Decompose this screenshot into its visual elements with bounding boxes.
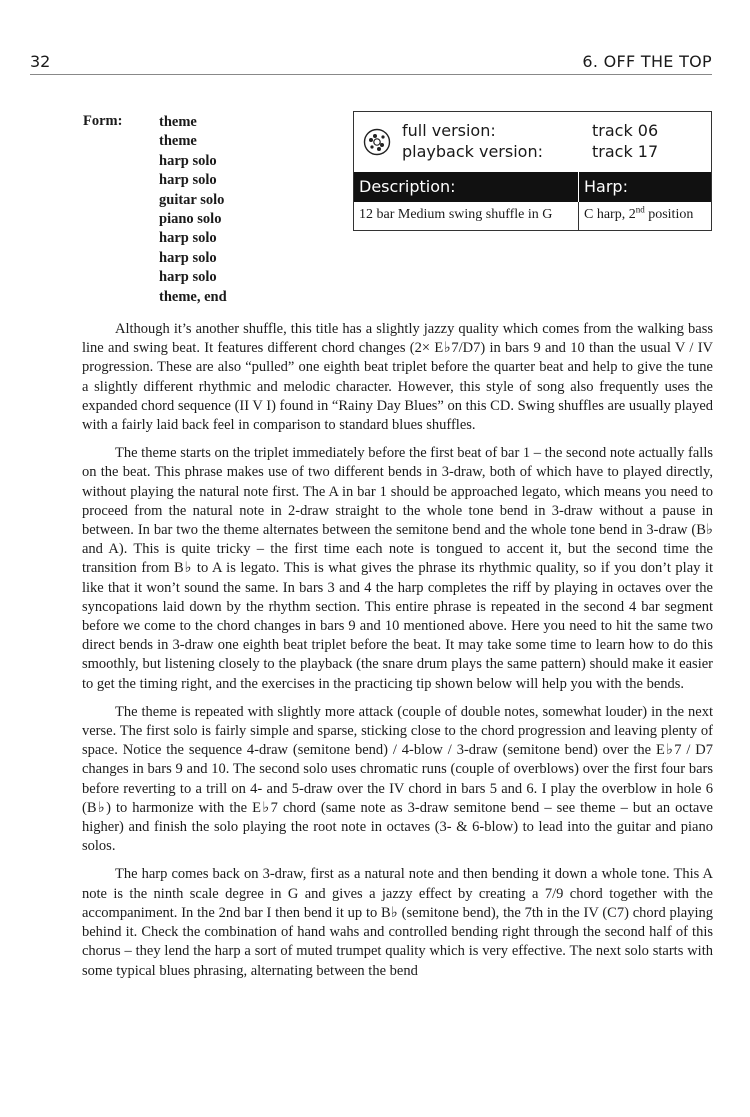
full-version-track: track 06: [592, 121, 659, 140]
track-info-box: [353, 111, 712, 231]
form-label: Form:: [83, 113, 123, 129]
form-item: theme: [159, 133, 197, 150]
body-text: [82, 320, 713, 990]
harp-header: Harp:: [584, 177, 628, 196]
page-number: 32: [30, 52, 51, 71]
form-item: theme, end: [159, 288, 227, 305]
cd-icon: [363, 128, 391, 156]
description-header-bar: [354, 172, 711, 202]
paragraph: Although it’s another shuffle, this title has a slightly jazzy quality which comes from the walking bass line and swing beat. It features different chord changes (2× E♭7/D7) in bars 9 and 10 than the usual V / IV progression. These are also “pulled” one eighth beat triplet before the quarter beat and help to give the tune a slightly different rhythmic and melodic character. However, this style of song also frequently uses the expanded chord sequence (II V I) found in “Rainy Day Blues” on this CD. Swing shuffles are usually played with a fairly laid back feel in comparison to standard blues shuffles.: [82, 321, 714, 434]
paragraph: The theme starts on the triplet immediately before the first beat of bar 1 – the second note actually falls on the beat. This phrase makes use of two different bends in 3-draw, both of which have to played directly, without playing the natural note first. The A in bar 1 should be approached legato, which means you need to proceed from the natural note in 2-draw straight to the whole tone bend in 3-draw without a pause in between. In bar two the theme alternates between the semitone bend and the whole tone bend in 3-draw (B♭ and A). This is quite tricky – the first time each note is tongued to accent it, but the second time the transition from B♭ to A is legato. This is what gives the phrase its rhythmic quality, so if you don’t play it like that it won’t sound the same. In bars 3 and 4 the harp completes the riff by playing in octaves over the syncopations laid down by the rhythm section. This entire phrase is repeated in the second 4 bar segment before we come to the chord changes in bars 9 and 10 mentioned above. Here you need to hit the same two direct bends in 3-draw one eighth beat triplet before the beat. It may take some time to learn how to do this smoothly, but listening closely to the playback (the snare drum plays the same pattern) should make it easier to get the timing right, and the exercises in the practicing tip shown below will help you with the bends.: [82, 445, 713, 692]
form-item: harp solo: [159, 249, 217, 266]
chapter-title: 6. OFF THE TOP: [582, 52, 712, 71]
paragraph: The harp comes back on 3-draw, first as a natural note and then bending it down a whole tone. This A note is the ninth scale degree in G and gives a jazzy effect by creating a 7/9 chord together with the accompaniment. In the 2nd bar I then bend it up to B♭ (semitone bend), the 7th in the IV (C7) chord playing behind it. Check the combination of hand wahs and controlled bending right through the second half of this chorus – they lend the harp a sort of muted trumpet quality which is very effective. The next solo starts with some typical blues phrasing, alternating between the bend: [82, 866, 713, 979]
paragraph: The theme is repeated with slightly more attack (couple of double notes, somewhat louder) in the next verse. The first solo is fairly simple and sparse, sticking close to the chord progression and leaving plenty of space. Notice the sequence 4-draw (semitone bend) / 4-blow / 3-draw (semitone bend) over the E♭7 / D7 changes in bars 9 and 10. The second solo uses chromatic runs (couple of overblows) over the first four bars before reverting to a trill on 4- and 5-draw over the IV chord in bars 5 and 6. I play the overblow in hole 6 (B♭) to harmonize with the E♭7 chord (same note as 3-draw semitone bend – see theme – but an octave higher) and finish the solo playing the root note in octaves (3- & 6-blow) to lead into the guitar and piano solos.: [82, 703, 713, 855]
form-item: harp solo: [159, 269, 217, 286]
form-item: harp solo: [159, 172, 217, 189]
form-item: harp solo: [159, 152, 217, 169]
description-header: Description:: [359, 177, 456, 196]
playback-version-label: playback version:: [402, 142, 543, 161]
form-item: guitar solo: [159, 191, 225, 208]
playback-version-track: track 17: [592, 142, 659, 161]
full-version-label: full version:: [402, 121, 496, 140]
form-item: harp solo: [159, 230, 217, 247]
column-divider: [578, 202, 579, 231]
header-rule: [30, 74, 712, 75]
form-item: theme: [159, 114, 197, 130]
form-item: piano solo: [159, 211, 222, 228]
description-cell: 12 bar Medium swing shuffle in G: [359, 207, 553, 222]
form-list: [159, 113, 227, 307]
harp-cell: C harp, 2nd position: [584, 204, 694, 222]
